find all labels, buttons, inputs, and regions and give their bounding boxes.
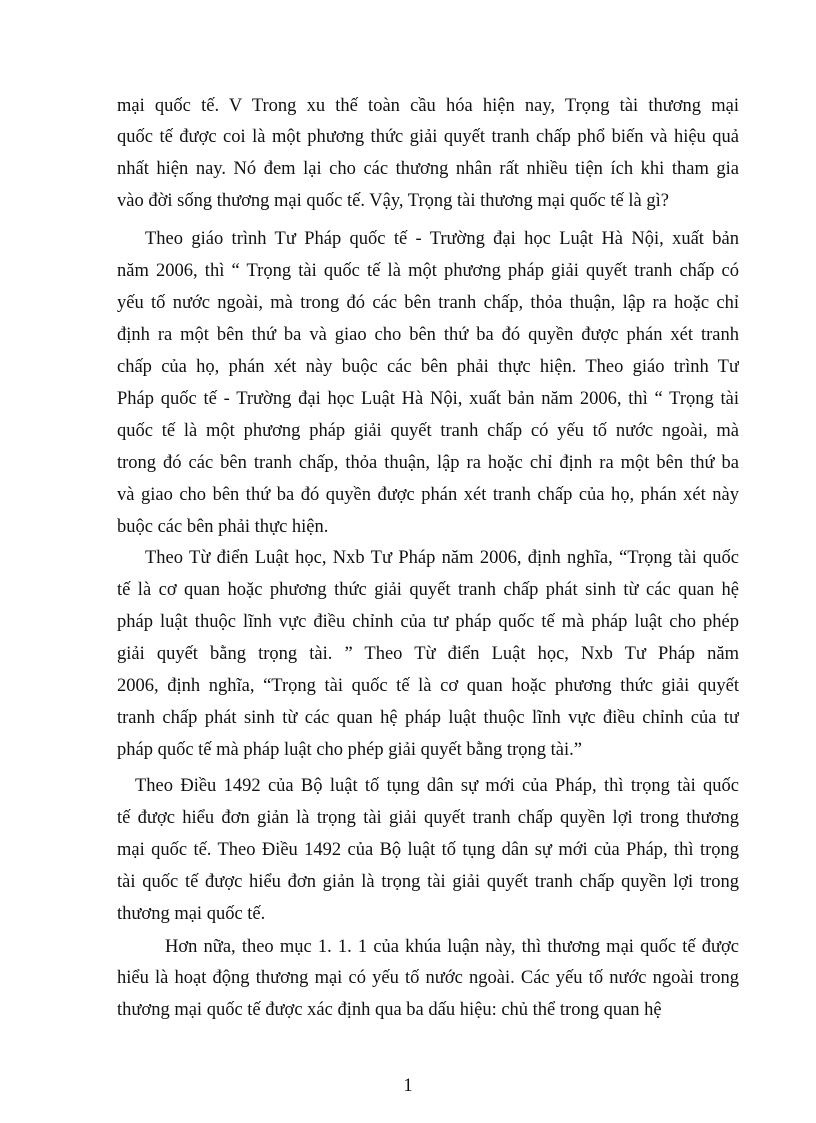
body-text-line: và giao cho bên thứ ba đó quyền được phán xét tranh chấp của họ, phán xét này — [117, 485, 739, 505]
paragraph-first-line: Theo Từ điển Luật học, Nxb Tư Pháp năm 2006, định nghĩa, “Trọng tài quốc — [145, 548, 739, 568]
body-text-line: yếu tố nước ngoài, mà trong đó các bên tranh chấp, thỏa thuận, lập ra hoặc chỉ — [117, 293, 739, 313]
page-number: 1 — [403, 1076, 413, 1096]
body-text-line: quốc tế được coi là một phương thức giải quyết tranh chấp phổ biến và hiệu quả — [117, 127, 739, 147]
body-text-line: tài quốc tế được hiểu đơn giản là trọng tài giải quyết tranh chấp quyền lợi trong — [117, 872, 739, 892]
body-text-line: pháp luật thuộc lĩnh vực điều chỉnh của tư pháp quốc tế mà pháp luật cho phép — [117, 612, 739, 632]
body-text-line: vào đời sống thương mại quốc tế. Vậy, Trọng tài thương mại quốc tế là gì? — [117, 191, 669, 211]
body-text-line: pháp quốc tế mà pháp luật cho phép giải quyết bằng trọng tài.” — [117, 740, 582, 760]
paragraph-first-line: Theo Điều 1492 của Bộ luật tố tụng dân sự mới của Pháp, thì trọng tài quốc — [135, 776, 739, 796]
body-text-line: tranh chấp phát sinh từ các quan hệ pháp luật thuộc lĩnh vực điều chỉnh của tư — [117, 708, 739, 728]
body-text-line: mại quốc tế. Theo Điều 1492 của Bộ luật tố tụng dân sự mới của Pháp, thì trọng — [117, 840, 739, 860]
body-text-line: tế là cơ quan hoặc phương thức giải quyết tranh chấp phát sinh từ các quan hệ — [117, 580, 739, 600]
body-text-line: mại quốc tế. V Trong xu thế toàn cầu hóa hiện nay, Trọng tài thương mại — [117, 96, 739, 116]
body-text-line: năm 2006, thì “ Trọng tài quốc tế là một phương pháp giải quyết tranh chấp có — [117, 261, 739, 281]
body-text-line: 2006, định nghĩa, “Trọng tài quốc tế là cơ quan hoặc phương thức giải quyết — [117, 676, 739, 696]
body-text-line: chấp của họ, phán xét này buộc các bên phải thực hiện. Theo giáo trình Tư — [117, 357, 739, 377]
body-text-line: nhất hiện nay. Nó đem lại cho các thương nhân rất nhiều tiện ích khi tham gia — [117, 159, 739, 179]
body-text-line: giải quyết bằng trọng tài. ” Theo Từ điển Luật học, Nxb Tư Pháp năm — [117, 644, 739, 664]
paragraph-first-line: Hơn nữa, theo mục 1. 1. 1 của khúa luận này, thì thương mại quốc tế được — [165, 937, 739, 957]
body-text-line: trong đó các bên tranh chấp, thỏa thuận, lập ra hoặc chỉ định ra một bên thứ ba — [117, 453, 739, 473]
body-text-line: tế được hiểu đơn giản là trọng tài giải quyết tranh chấp quyền lợi trong thương — [117, 808, 739, 828]
body-text-line: quốc tế là một phương pháp giải quyết tranh chấp có yếu tố nước ngoài, mà — [117, 421, 739, 441]
paragraph-first-line: Theo giáo trình Tư Pháp quốc tế - Trường đại học Luật Hà Nội, xuất bản — [145, 229, 739, 249]
body-text-line: hiểu là hoạt động thương mại có yếu tố nước ngoài. Các yếu tố nước ngoài trong — [117, 968, 739, 988]
body-text-line: định ra một bên thứ ba và giao cho bên thứ ba đó quyền được phán xét tranh — [117, 325, 739, 345]
body-text-line: Pháp quốc tế - Trường đại học Luật Hà Nội, xuất bản năm 2006, thì “ Trọng tài — [117, 389, 739, 409]
body-text-line: thương mại quốc tế được xác định qua ba dấu hiệu: chủ thể trong quan hệ — [117, 1000, 662, 1020]
body-text-line: thương mại quốc tế. — [117, 904, 266, 924]
body-text-line: buộc các bên phải thực hiện. — [117, 517, 329, 537]
